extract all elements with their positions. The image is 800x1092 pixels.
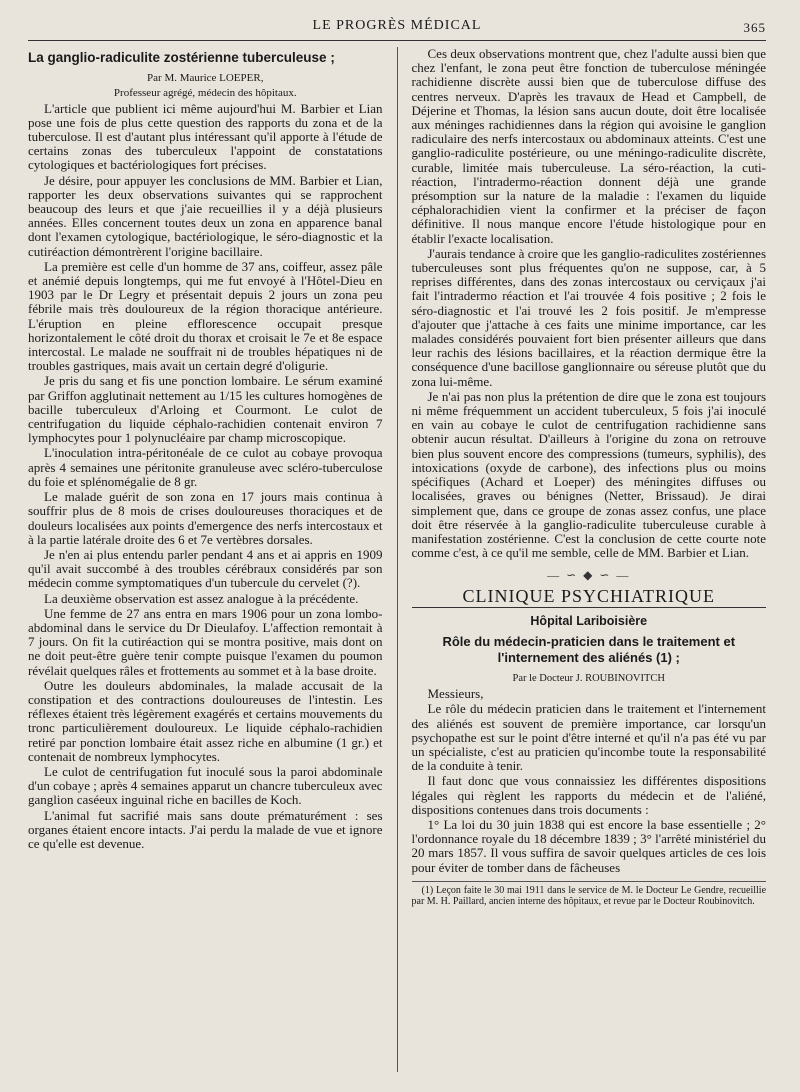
lecture-author: Par le Docteur J. ROUBINOVITCH bbox=[512, 672, 666, 684]
section-ornament: — ∽ ◆ ∽ — bbox=[547, 568, 631, 583]
lecture-paragraph: Il faut donc que vous connaissiez les différentes dispositions légales qui règlent les rapports du médecin et de l'aliéné, dispositions contenues dans trois documents : bbox=[411, 773, 766, 817]
page-header bbox=[28, 18, 766, 41]
lecture-paragraph: Le rôle du médecin praticien dans le traitement et l'internement des aliénés est souvent de première importance, car lorsqu'un psychopathe est sur le point d'être interné et qu'il n'a pas été vu par un spécialiste, c'est au praticien qu'incombe toute la responsabilité de la conduite à tenir. bbox=[411, 701, 766, 774]
lecture-title: Rôle du médecin-praticien dans le traitement et l'internement des aliénés (1) ; bbox=[442, 633, 736, 665]
lecture-paragraph: 1° La loi du 30 juin 1838 qui est encore la base essentielle ; 2° l'ordonnance royale du 18 décembre 1839 ; 3° l'arrêté ministériel du 20 mars 1857. Il vous suffira de savoir quelques articles de ces lois pour éviter de tomber dans de fâcheuses bbox=[411, 816, 766, 875]
article-paragraph: La deuxième observation est assez analogue à la précédente. bbox=[44, 590, 359, 606]
article-paragraph: Je n'ai pas non plus la prétention de dire que le zona est toujours ni même fréquemment un accident tuberculeux, 5 fois j'ai inoculé en vain au cobaye le culot de centrifugation rachidienne sans obtenir aucun résultat. D'ailleurs à l'origine du zona on retrouve bien plus souvent encore des compressions (tumeurs, syphilis), des intoxications (oxyde de carbone), des infections plus ou moins spécifiques (Achard et Loeper) des méningites diffuses ou localisées, graves ou bénignes (Netter, Brissaud). Je dirai simplement que, dans ce groupe de zonas assez confus, une place doit être réservée à la ganglio-radiculite tuberculeuse curable à manifestation zostérienne. C'est la conclusion de cette courte note comme c'est, à ce qu'il me semble, celle de MM. Barbier et Lian. bbox=[411, 388, 766, 561]
footnote-text: (1) Leçon faite le 30 mai 1911 dans le service de M. le Docteur Le Gendre, recueillie par M. H. Paillard, ancien interne des hôpitaux, et revue par le Docteur Roubinovitch. bbox=[411, 884, 766, 908]
article-paragraph: Le culot de centrifugation fut inoculé sous la paroi abdominale d'un cobaye ; après 4 semaines apparut un chancre tuberculeux avec ganglion caséeux inguinal riche en bacilles de Koch. bbox=[28, 763, 383, 808]
footnote bbox=[412, 881, 767, 908]
article-author: Par M. Maurice LOEPER, bbox=[147, 72, 264, 85]
article-paragraph: Le malade guérit de son zona en 17 jours mais continua à souffrir plus de 8 mois de crises douloureuses thoraciques et de douleurs localisées aux points d'emergence des nerfs intercostaux et à la partie latérale droite des 6 et 7e vertèbres dorsales. bbox=[28, 489, 383, 547]
page-number: 365 bbox=[743, 20, 766, 35]
article-paragraph: Outre les douleurs abdominales, la malade accusait de la constipation et des contractions douloureuses de l'intestin. Les réflexes étaient très légèrement exagérés et certains mouvements du tronc particulièrement douloureux. Le liquide céphalo-rachidien retiré par ponction lombaire était assez riche en albumine (1 gr.) et contenait de nombreux lymphocytes. bbox=[28, 677, 383, 764]
article-paragraph: La première est celle d'un homme de 37 ans, coiffeur, assez pâle et anémié depuis longtemps, qui me fut envoyé à l'Hôtel-Dieu en 1903 par le Dr Legry et présentait depuis 2 jours un zona peu fébrile mais très douloureux de la région thoracique antérieure. L'éruption en pleine efflorescence occupait presque horizontalement le côté droit du thorax et croisait le 7e et 8e espace intercostal. Le malade ne souffrait ni de troubles hépatiques ni de troubles gastriques, mais avait un certain degré d'oligurie. bbox=[28, 258, 383, 374]
article-paragraph: Une femme de 27 ans entra en mars 1906 pour un zona lombo-abdominal dans le service du Dr Dieulafoy. L'affection remontait à 7 jours. On fit la cutiréaction qui se montra positive, mais dont on ne doit peut-être guère tenir compte puisque l'examen du poumon révélait quelques râles et frottements au sommet et à la base droite. bbox=[28, 605, 383, 678]
article-author-role: Professeur agrégé, médecin des hôpitaux. bbox=[113, 87, 297, 100]
article-paragraph: Je pris du sang et fis une ponction lombaire. Le sérum examiné par Griffon agglutinait nettement au 1/15 les cultures homogènes de bacille tuberculeux d'Arloing et Courmont. Le culot de centrifugation du liquide céphalo-rachidien contenait environ 7 lymphocytes pour 1 polynucléaire par champ microscopique. bbox=[28, 373, 383, 446]
article-paragraph: L'animal fut sacrifié mais sans doute prématurément : ses organes étaient encore intacts. J'ai perdu la malade de vue et ignore ce qu'elle est devenue. bbox=[28, 807, 383, 851]
article-paragraph: Je n'en ai plus entendu parler pendant 4 ans et ai appris en 1909 qu'il avait succombé à des troubles cérébraux considérés par son médecin comme symptomatiques d'un tubercule du cervelet (?). bbox=[28, 546, 383, 591]
article-paragraph: J'aurais tendance à croire que les ganglio-radiculites zostériennes tuberculeuses sont plus fréquentes qu'on ne suppose, car, à 5 reprises différentes, dans des zonas intercostaux ou cerviçaux j'ai fait l'intradermo réaction et l'ai trouvée 4 fois positive ; 2 fois le séro-diagnostic et l'ai trouvé les 2 fois positif. Je m'empresse d'ajouter que j'attache à ces faits une minime importance, car les malades considérés pouvaient fort bien présenter ailleurs que dans leur rachis des lésions bacillaires, et la réaction dermique être la conséquence d'une bacillose ganglionnaire ou séreuse plutôt que du zona lui-même. bbox=[411, 245, 766, 389]
article-title: La ganglio-radiculite zostérienne tuberculeuse ; bbox=[28, 50, 335, 65]
article-paragraph: Je désire, pour appuyer les conclusions de MM. Barbier et Lian, rapporter les deux observations suivantes qui se rapprochent beaucoup des leurs et que j'aie recueillies il y a déjà plusieurs années. Elles concernent toutes deux un zona en apparence banal dont l'examen cytologique, bactériologique, le séro-diagnostic et la cutiréaction démontrèrent l'origine bacillaire. bbox=[28, 172, 383, 259]
hospital-name: Hôpital Lariboisière bbox=[530, 613, 648, 628]
right-column bbox=[412, 47, 767, 1072]
article-paragraph: L'inoculation intra-péritonéale de ce culot au cobaye provoqua après 4 semaines une péritonite granuleuse avec scléro-tuberculose du foie et splénomégalie de 8 gr. bbox=[28, 445, 383, 489]
article-paragraph: L'article que publient ici même aujourd'hui M. Barbier et Lian pose une fois de plus cette question des rapports du zona et de la tuberculose. Il est d'autant plus intéressant qu'il apporte à l'étude de certains zonas des tuberculeux l'appoint de constatations cytologiques et bactériologiques fort précises. bbox=[28, 100, 383, 173]
salutation: Messieurs, bbox=[427, 686, 484, 702]
column-divider bbox=[397, 47, 398, 1072]
article-paragraph: Ces deux observations montrent que, chez l'adulte aussi bien que chez l'enfant, le zona peut être fonction de tuberculose méningée rachidienne discrète aussi bien que de tuberculose diffuse des centres nerveux. D'après les travaux de Head et Campbell, de Déjerine et Thomas, la lésion sans aucun doute, doit être localisée aux méninges rachidiennes dans la région qui avoisine le ganglion radiculaire des nerfs intercostaux ou abdominaux atteints. C'est une ganglio-radiculite postérieure, ou une méningo-radiculite discrète, curable, limitée mais tuberculeuse. La séro-réaction, la cuti-réaction, l'intradermo-réaction donnent déjà une grande présomption sur la nature de la maladie : l'examen du liquide céphalorachidien vient la confirmer et la préciser de façon définitive. Il nous manque encore l'étude histologique pour en établir l'exacte localisation. bbox=[411, 47, 766, 246]
left-column bbox=[28, 47, 383, 1072]
journal-title: LE PROGRÈS MÉDICAL bbox=[312, 18, 482, 33]
section-title: CLINIQUE PSYCHIATRIQUE bbox=[412, 589, 767, 608]
